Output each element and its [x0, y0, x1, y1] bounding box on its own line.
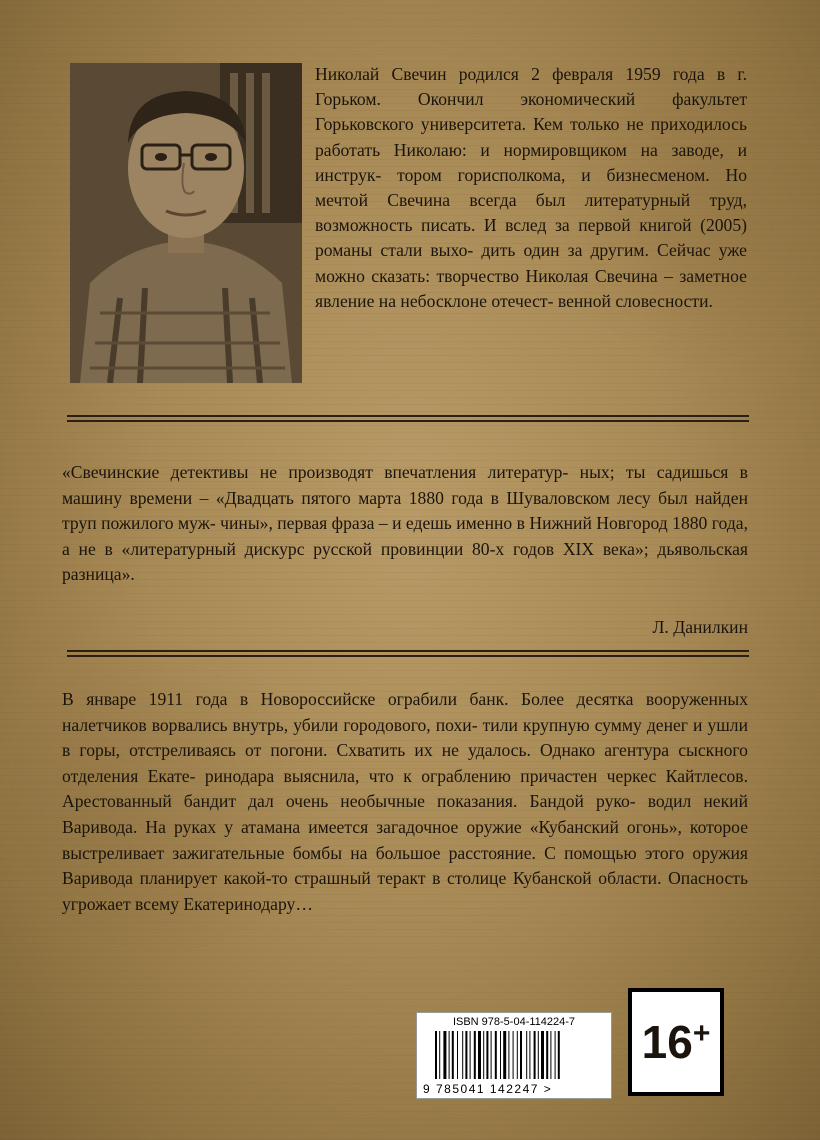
- section-divider: [67, 650, 749, 657]
- bio-line: и нормировщиком на заводе, и инструк-: [315, 139, 747, 185]
- barcode-icon: [435, 1031, 593, 1079]
- blurb-line: В январе 1911 года в Новороссийске ограбили банк. Более десятка: [62, 689, 634, 709]
- blurb-line: вооруженных налетчиков ворвались внутрь, убили городового, похи-: [62, 689, 748, 735]
- quote-line: 1880 года в Шуваловском лесу был найден труп пожилого муж-: [62, 487, 748, 533]
- age-rating-badge: [628, 988, 724, 1096]
- barcode-bar: [474, 1031, 476, 1079]
- quote-line: ных; ты садишься в машину времени – «Двадцать пятого марта: [62, 462, 748, 508]
- blurb-line: ринодара выяснила, что к ограблению причастен черкес Кайтлесов.: [204, 765, 749, 786]
- barcode-bar: [538, 1031, 539, 1079]
- bio-line: первой книгой (2005) романы стали выхо-: [315, 215, 747, 261]
- barcode-bar: [500, 1031, 501, 1079]
- bio-line: дить один за другим. Сейчас уже можно: [315, 240, 747, 286]
- barcode-bar: [465, 1031, 467, 1079]
- book-blurb: [62, 687, 748, 917]
- bio-line: заметное явление на небосклоне отечест-: [315, 265, 747, 311]
- barcode-bar: [513, 1031, 514, 1079]
- barcode-bar: [520, 1031, 522, 1079]
- isbn-label: ISBN 978-5-04-114224-7: [452, 1016, 576, 1028]
- barcode-bar: [555, 1031, 556, 1079]
- barcode-bar: [478, 1031, 481, 1079]
- bio-line: венной словесности.: [557, 290, 713, 311]
- bio-line: года в г. Горьком. Окончил экономический: [315, 64, 747, 110]
- quote-attribution: Л. Данилкин: [652, 617, 748, 637]
- barcode-bar: [443, 1031, 446, 1079]
- bio-line: тором горисполкома, и бизнесменом. Но: [397, 164, 747, 185]
- barcode-digits: 9 785041 142247 >: [423, 1082, 553, 1096]
- barcode-bar: [495, 1031, 497, 1079]
- barcode-bar: [491, 1031, 492, 1079]
- barcode-bar: [558, 1031, 560, 1079]
- blurb-line: большое расстояние. С помощью этого оружия Варивода планирует: [62, 842, 749, 889]
- barcode-bar: [457, 1031, 458, 1079]
- quote-line: «Свечинские детективы не производят впечатления литератур-: [62, 462, 569, 482]
- bio-line: только не приходилось работать Николаю:: [315, 114, 747, 160]
- barcode-bar: [503, 1031, 506, 1079]
- barcode-bar: [526, 1031, 527, 1079]
- barcode-bar: [550, 1031, 551, 1079]
- barcode-bar: [449, 1031, 450, 1079]
- barcode-bar: [508, 1031, 509, 1079]
- review-quote: [62, 460, 748, 588]
- barcode-bar: [435, 1031, 437, 1079]
- blurb-line: «Кубанский огонь», которое выстреливает зажигательные бомбы на: [62, 816, 749, 863]
- barcode-bar: [529, 1031, 530, 1079]
- bio-line: мечтой Свечина всегда был литературный: [315, 190, 691, 211]
- barcode-bar: [483, 1031, 484, 1079]
- blurb-line: тили крупную сумму денег и ушли в горы, отстреливаясь от погони.: [62, 714, 748, 761]
- isbn-barcode: [416, 1012, 612, 1099]
- blurb-line: Схватить их не удалось. Однако агентура сыскного отделения Екате-: [62, 740, 748, 786]
- barcode-bar: [517, 1031, 518, 1079]
- blurb-line: водил некий Варивода. На руках у атамана имеется загадочное оружие: [62, 791, 748, 837]
- blurb-line: угрожает всему Екатеринодару…: [62, 893, 313, 914]
- barcode-bar: [462, 1031, 463, 1079]
- bio-line: труд, возможность писать. И вслед за: [315, 190, 747, 236]
- author-photo: [70, 63, 302, 383]
- barcode-bar: [439, 1031, 440, 1079]
- blurb-line: Арестованный бандит дал очень необычные показания. Бандой руко-: [62, 791, 636, 812]
- bio-line: сказать: творчество Николая Свечина –: [371, 265, 673, 286]
- barcode-bar: [470, 1031, 471, 1079]
- barcode-bar: [534, 1031, 536, 1079]
- barcode-bar: [486, 1031, 488, 1079]
- bio-line: Николай Свечин родился 2 февраля 1959: [315, 64, 661, 84]
- bio-line: факультет Горьковского университета. Кем: [315, 89, 748, 135]
- quote-line: XIX века»; дьявольская разница».: [62, 538, 748, 584]
- barcode-bar: [452, 1031, 454, 1079]
- quote-line: чины», первая фраза – и едешь именно в Нижний Новгород 1880: [220, 513, 708, 533]
- author-portrait-icon: [70, 63, 302, 383]
- age-rating-plus: +: [692, 1017, 711, 1050]
- blurb-line: какой-то страшный теракт в столице Кубанской области. Опасность: [223, 868, 748, 889]
- barcode-bar: [541, 1031, 544, 1079]
- barcode-bar: [546, 1031, 548, 1079]
- section-divider: [67, 415, 749, 422]
- author-bio: [315, 62, 747, 314]
- quote-line: года, а не в «литературный дискурс русской провинции 80-х годов: [62, 513, 748, 559]
- age-rating-number: 16: [641, 1016, 693, 1068]
